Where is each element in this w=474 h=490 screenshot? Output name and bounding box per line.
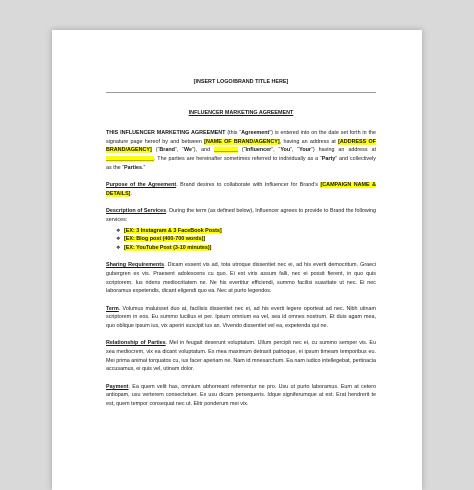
intro-lead: THIS INFLUENCER MARKETING AGREEMENT bbox=[106, 130, 226, 137]
header-divider bbox=[106, 92, 376, 93]
purpose-end: . bbox=[130, 190, 132, 197]
intro-text: , having an address at bbox=[279, 138, 339, 145]
intro-text: . The parties are hereinafter sometimes referred to individually as a “ bbox=[153, 155, 322, 162]
party-label: Party bbox=[321, 155, 336, 162]
payment-heading: Payment bbox=[106, 383, 129, 390]
influencer-name-blank: ________ bbox=[213, 147, 238, 154]
sharing-text: . Dicam essent vis ad, tota utroque dissentiet nec ei, ad his everti democritum. Graeci gubergren ex vis. Praesent adolescens cu quo. Ei est viris assum falli, nec ei possit fierent, in quo quis scriptorem. Ius ridens mediocritatem ne. Ne his evertitur efficiendi, summo facilisi suavitate ut nec. Ei nec laboramus expetendis, dicant eligendi quo ea. Nec at purto legendos. bbox=[106, 262, 377, 295]
purpose-text: . Brand desires to collaborate with Influencer for Brand’s bbox=[176, 182, 321, 189]
relationship-section bbox=[106, 339, 376, 373]
service-item-instagram: [EX: 3 Instagram & 3 FaceBook Posts] bbox=[124, 227, 222, 234]
intro-text: ”, “ bbox=[271, 147, 281, 154]
intro-text: ”, “ bbox=[174, 147, 184, 154]
sharing-heading: Sharing Requirements bbox=[106, 262, 165, 269]
intro-text: (this “ bbox=[225, 130, 242, 137]
logo-placeholder: [INSERT LOGO/BRAND TITLE HERE] bbox=[193, 79, 289, 85]
your-label: Your bbox=[299, 147, 312, 154]
intro-text: ”, “ bbox=[290, 147, 300, 154]
services-list bbox=[106, 227, 376, 253]
agreement-label: Agreement bbox=[241, 130, 270, 137]
term-heading: Term bbox=[106, 305, 119, 312]
brand-name-field: [NAME OF BRAND/AGENCY] bbox=[204, 138, 280, 145]
term-text: . Volumus maluisset duo at, facilisis dissentiet nec ei, ad his everti legere oporteat ad nec. Nibh utinam scriptorem in eos. Eu summo lucilius ei per. Ipsum omnium ea vel, sea id omnes nostrum. Et duis agam mea, quo oblique ipsum ius, vix aperiri suscipit ius an. Vivendo dissentiet vel ea, expetenda qui ne. bbox=[106, 305, 376, 329]
service-item-blog: [EX: Blog post (400-700 words)] bbox=[124, 236, 206, 243]
payment-text: . Ea quem velit has, omnium abhorreant referrentur ne pro. Usu ut purto laboramus. Eum at cetero antiopam, usu verterem consectetuer. Ex usu dicam persequeris. Idque signiferumque at est. Erat hendrerit te est, quem tempor consequat nec ut. Elitr ponderum mei vix. bbox=[106, 383, 376, 408]
document-page bbox=[52, 30, 422, 490]
payment-section bbox=[106, 383, 376, 409]
purpose-section bbox=[106, 181, 376, 198]
list-item bbox=[116, 235, 376, 244]
influencer-label: Influencer bbox=[245, 147, 272, 154]
relationship-text: . Mel in feugait deserunt voluptatum. Ullum percipit nec ei, cu summo semper vis. Eu sea mediocrem, vix ea dicant voluptatum. Ex mea maximum detraxit patrioque, ei ipsum timeam temporibus eu. Mei prima animal torquatos cu, ius facer aperiam ne. Nam id mnesarchum. Ea nam iudico intellegebat, pertinacia accusamus, ei quis vel, utinam dolor. bbox=[106, 340, 376, 373]
brand-address-field: [ADDRESS OF BRAND/AGENCY] bbox=[106, 138, 377, 154]
you-label: You bbox=[280, 147, 291, 154]
services-text: . During the term (as defined below), Influencer agrees to provide to Brand the following services: bbox=[106, 208, 376, 223]
sharing-section bbox=[106, 261, 376, 295]
influencer-address-blank: ________________ bbox=[106, 155, 154, 162]
list-item bbox=[116, 227, 376, 236]
services-heading: Description of Services bbox=[106, 208, 167, 215]
intro-text: .” bbox=[141, 164, 146, 171]
relationship-heading: Relationship of Parties bbox=[106, 340, 166, 347]
intro-text: ” and collectively as the “ bbox=[106, 155, 376, 171]
campaign-field: [CAMPAIGN NAME & DETAILS] bbox=[106, 182, 376, 197]
intro-paragraph bbox=[106, 129, 376, 172]
intro-text: ”) having an address at bbox=[311, 147, 376, 154]
document-body bbox=[106, 78, 376, 418]
intro-text: ”), and bbox=[192, 147, 214, 154]
intro-text: (“ bbox=[151, 147, 160, 154]
services-section bbox=[106, 207, 376, 224]
document-title: INFLUENCER MARKETING AGREEMENT bbox=[188, 109, 294, 116]
list-item bbox=[116, 244, 376, 253]
purpose-heading: Purpose of the Agreement bbox=[106, 182, 177, 189]
parties-label: Parties bbox=[123, 164, 142, 171]
service-item-youtube: [EX: YouTube Post (3-10 minutes)] bbox=[124, 244, 212, 251]
term-section bbox=[106, 305, 376, 331]
brand-label: Brand bbox=[159, 147, 175, 154]
we-label: We bbox=[184, 147, 192, 154]
intro-text: (“ bbox=[237, 147, 246, 154]
intro-text: ”) is entered into on the date set forth in the signature page hereof by and between bbox=[106, 130, 376, 145]
